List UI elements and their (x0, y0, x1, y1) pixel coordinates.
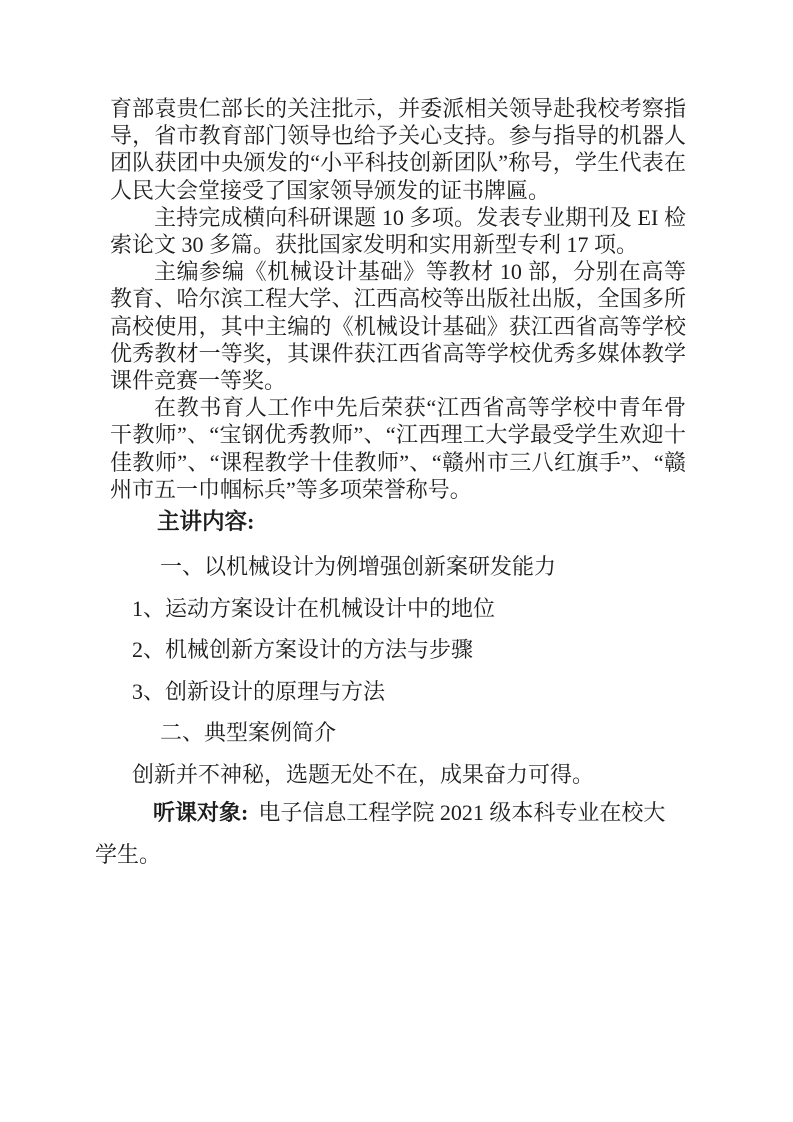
lecture-content-heading: 主讲内容: (157, 509, 255, 535)
outline-section-1: 一、以机械设计为例增强创新案研发能力 (160, 554, 557, 580)
audience-label: 听课对象: (153, 800, 249, 826)
paragraph-bio-continued: 育部袁贵仁部长的关注批示，并委派相关领导赴我校考察指导，省市教育部门领导也给予关心支持。参与指导的机器人团队获团中央颁发的“小平科技创新团队”称号，学生代表在人民大会堂接受了国家领导颁发的证书牌匾。 (110, 96, 686, 203)
outline-item-3: 3、创新设计的原理与方法 (132, 678, 386, 704)
outline-item-2: 2、机械创新方案设计的方法与步骤 (132, 637, 474, 663)
paragraph-research-achievements: 主持完成横向科研课题 10 多项。发表专业期刊及 EI 检索论文 30 多篇。获批国家发明和实用新型专利 17 项。 (110, 204, 686, 258)
paragraph-textbooks: 主编参编《机械设计基础》等教材 10 部，分别在高等教育、哈尔滨工程大学、江西高校等出版社出版，全国多所高校使用，其中主编的《机械设计基础》获江西省高等学校优秀教材一等奖，其课件获江西省高等学校优秀多媒体教学课件竞赛一等奖。 (110, 259, 686, 394)
outline-note: 创新并不神秘，选题无处不在，成果奋力可得。 (132, 761, 595, 787)
document-content (95, 95, 686, 875)
outline-item-1: 1、运动方案设计在机械设计中的地位 (132, 595, 496, 621)
audience-text: 电子信息工程学院 2021 级本科专业在校大学生。 (95, 800, 666, 867)
paragraph-honors: 在教书育人工作中先后荣获“江西省高等学校中青年骨干教师”、“宝钢优秀教师”、“江西理工大学最受学生欢迎十佳教师”、“课程教学十佳教师”、“赣州市三八红旗手”、“赣州市五一巾帼标兵”等多项荣誉称号。 (110, 395, 686, 502)
audience-paragraph (95, 792, 686, 875)
outline-section-2: 二、典型案例简介 (160, 720, 337, 746)
